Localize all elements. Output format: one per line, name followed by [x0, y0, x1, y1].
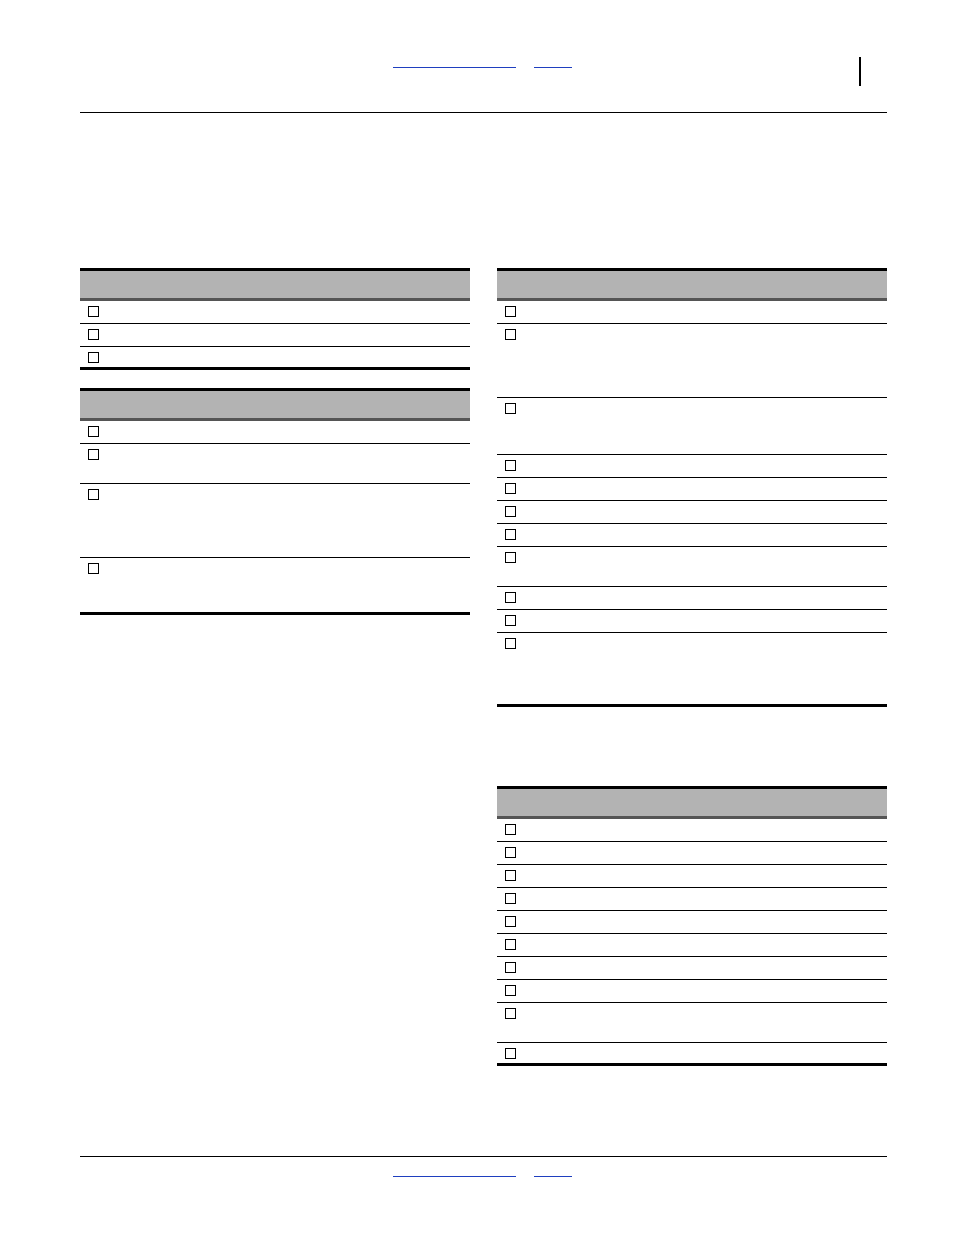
checkbox[interactable] [505, 529, 516, 540]
checklist-table-left-bottom [80, 388, 470, 615]
table-title [497, 271, 887, 283]
footer-rule [80, 1156, 887, 1157]
checklist-row [80, 421, 470, 444]
header-rule [80, 112, 887, 113]
checklist-row [497, 888, 887, 911]
checklist-row [497, 911, 887, 934]
checkbox[interactable] [88, 449, 99, 460]
checkbox[interactable] [505, 985, 516, 996]
footer-link-primary[interactable] [393, 1176, 516, 1177]
checkbox[interactable] [505, 916, 516, 927]
checkbox[interactable] [505, 1048, 516, 1059]
checklist-row [497, 980, 887, 1003]
table-header [497, 268, 887, 301]
checkbox[interactable] [88, 563, 99, 574]
checkbox[interactable] [88, 426, 99, 437]
table-header [80, 268, 470, 301]
checklist-row [80, 301, 470, 324]
checkbox[interactable] [88, 306, 99, 317]
checklist-row [497, 301, 887, 324]
checklist-row [497, 547, 887, 587]
checkbox[interactable] [88, 352, 99, 363]
checklist-row [497, 819, 887, 842]
checkbox[interactable] [505, 615, 516, 626]
checkbox[interactable] [88, 489, 99, 500]
checklist-row [497, 610, 887, 633]
checklist-row [497, 324, 887, 398]
checkbox[interactable] [88, 329, 99, 340]
checkbox[interactable] [505, 870, 516, 881]
checkbox[interactable] [505, 483, 516, 494]
checklist-row [497, 501, 887, 524]
checklist-row [497, 478, 887, 501]
checkbox[interactable] [505, 506, 516, 517]
checkbox[interactable] [505, 893, 516, 904]
checkbox[interactable] [505, 638, 516, 649]
table-title [80, 271, 470, 283]
table-title [497, 789, 887, 801]
checklist-table-right-top [497, 268, 887, 707]
checklist-row [497, 934, 887, 957]
checklist-row [497, 455, 887, 478]
checklist-row [497, 1003, 887, 1043]
checklist-row [497, 842, 887, 865]
checklist-row [80, 324, 470, 347]
checkbox[interactable] [505, 460, 516, 471]
footer-link-secondary[interactable] [534, 1176, 572, 1177]
checkbox[interactable] [505, 592, 516, 603]
checklist-row [497, 1043, 887, 1066]
checklist-row [80, 484, 470, 558]
table-title [80, 391, 470, 403]
checklist-row [497, 957, 887, 980]
checkbox[interactable] [505, 329, 516, 340]
header-link-primary[interactable] [393, 67, 516, 68]
header-link-secondary[interactable] [534, 67, 572, 68]
checklist-row [497, 865, 887, 888]
checkbox[interactable] [505, 1008, 516, 1019]
checkbox[interactable] [505, 939, 516, 950]
checkbox[interactable] [505, 824, 516, 835]
header-change-bar [859, 57, 861, 86]
checklist-row [497, 587, 887, 610]
checklist-row [80, 347, 470, 370]
checklist-row [497, 633, 887, 707]
checkbox[interactable] [505, 403, 516, 414]
checklist-row [80, 444, 470, 484]
checkbox[interactable] [505, 306, 516, 317]
checkbox[interactable] [505, 552, 516, 563]
table-header [497, 786, 887, 819]
checklist-table-left-top [80, 268, 470, 370]
checkbox[interactable] [505, 847, 516, 858]
checklist-row [80, 558, 470, 615]
checklist-row [497, 398, 887, 455]
checklist-table-right-bottom [497, 786, 887, 1066]
checkbox[interactable] [505, 962, 516, 973]
table-header [80, 388, 470, 421]
checklist-row [497, 524, 887, 547]
